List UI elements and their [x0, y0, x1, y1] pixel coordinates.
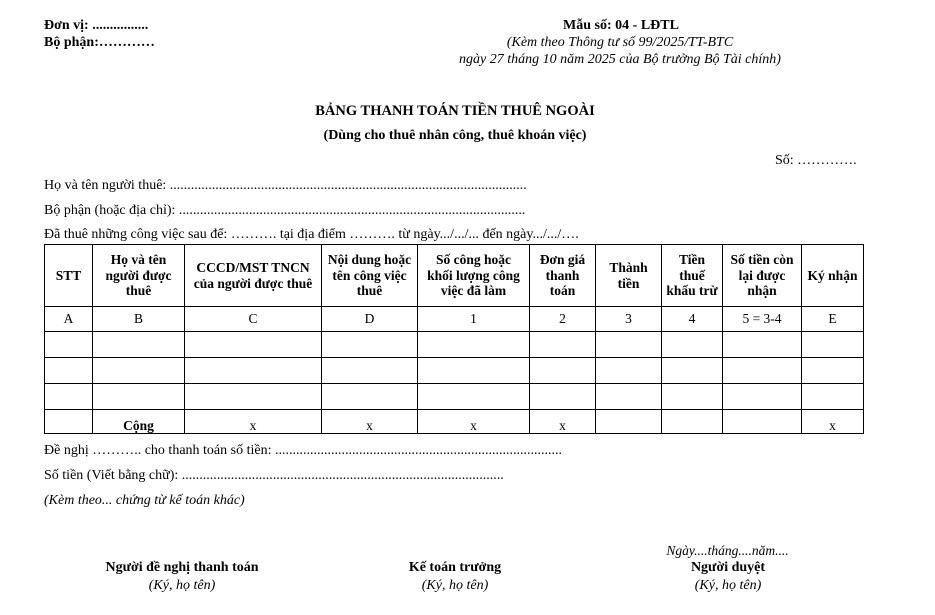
table-cell — [723, 358, 802, 384]
index-cell: B — [93, 307, 185, 332]
total-cell — [45, 410, 93, 434]
index-cell: 5 = 3-4 — [723, 307, 802, 332]
table-cell — [596, 332, 662, 358]
table-cell — [662, 332, 723, 358]
signature-requester-note: (Ký, họ tên) — [148, 578, 216, 593]
table-row — [45, 332, 864, 358]
table-cell — [45, 358, 93, 384]
index-cell: 3 — [596, 307, 662, 332]
attached-documents-note: (Kèm theo... chứng từ kế toán khác) — [44, 493, 245, 508]
index-cell: D — [322, 307, 418, 332]
total-cell — [596, 410, 662, 434]
table-cell — [802, 384, 864, 410]
table-cell — [45, 332, 93, 358]
header-stt: STT — [45, 245, 93, 307]
index-cell: 4 — [662, 307, 723, 332]
table-row — [45, 358, 864, 384]
table-cell — [93, 358, 185, 384]
index-cell: 2 — [530, 307, 596, 332]
form-number: Mẫu số: 04 - LĐTL — [563, 18, 679, 33]
amount-in-words-field: Số tiền (Viết bằng chữ): ............................................................................................ — [44, 468, 504, 483]
document-number: Số: …………. — [775, 153, 857, 168]
hired-work-field: Đã thuê những công việc sau để: ………. tại địa điểm ………. từ ngày.../.../... đến ngày.../.../…. — [44, 227, 579, 242]
table-cell — [530, 332, 596, 358]
index-cell: A — [45, 307, 93, 332]
table-cell — [723, 332, 802, 358]
table-cell — [418, 358, 530, 384]
table-cell — [596, 358, 662, 384]
table-cell — [185, 358, 322, 384]
document-subtitle: (Dùng cho thuê nhân công, thuê khoán việc) — [323, 128, 587, 143]
table-cell — [418, 384, 530, 410]
header-amount: Thành tiền — [596, 245, 662, 307]
table-cell — [322, 384, 418, 410]
header-tax-withheld: Tiền thuế khấu trừ — [662, 245, 723, 307]
table-cell — [185, 384, 322, 410]
table-cell — [662, 358, 723, 384]
department-address-field: Bộ phận (hoặc địa chỉ): ................................................................................................... — [44, 203, 526, 218]
payment-request-field: Đề nghị ……….. cho thanh toán số tiền: .................................................................................. — [44, 443, 562, 458]
table-cell — [596, 384, 662, 410]
total-cell: x — [418, 410, 530, 434]
table-cell — [530, 358, 596, 384]
index-cell: C — [185, 307, 322, 332]
table-header-row — [45, 245, 864, 307]
total-cell: x — [802, 410, 864, 434]
table-row — [45, 384, 864, 410]
payment-table — [44, 244, 864, 434]
table-cell — [185, 332, 322, 358]
signature-chief-accountant-note: (Ký, họ tên) — [421, 578, 489, 593]
signature-requester-role: Người đề nghị thanh toán — [105, 560, 259, 575]
table-cell — [418, 332, 530, 358]
table-index-row — [45, 307, 864, 332]
unit-label: Đơn vị: ................ — [44, 18, 149, 33]
table-cell — [723, 384, 802, 410]
signature-chief-accountant-role: Kế toán trưởng — [408, 560, 502, 575]
total-cell: x — [322, 410, 418, 434]
attached-circular-line1: (Kèm theo Thông tư số 99/2025/TT-BTC — [506, 35, 734, 50]
header-unit-price: Đơn giá thanh toán — [530, 245, 596, 307]
table-cell — [45, 384, 93, 410]
header-remaining-amount: Số tiền còn lại được nhận — [723, 245, 802, 307]
index-cell: 1 — [418, 307, 530, 332]
index-cell: E — [802, 307, 864, 332]
header-hired-person-name: Họ và tên người được thuê — [93, 245, 185, 307]
attached-circular-line2: ngày 27 tháng 10 năm 2025 của Bộ trưởng Bộ Tài chính) — [459, 52, 781, 67]
department-label: Bộ phận:………… — [44, 35, 155, 50]
header-signature: Ký nhận — [802, 245, 864, 307]
table-cell — [93, 384, 185, 410]
signature-approver-note: (Ký, họ tên) — [694, 578, 762, 593]
total-label: Cộng — [93, 410, 185, 434]
total-cell: x — [185, 410, 322, 434]
table-cell — [802, 358, 864, 384]
header-id-tax-code: CCCD/MST TNCN của người được thuê — [185, 245, 322, 307]
total-cell — [662, 410, 723, 434]
renter-name-field: Họ và tên người thuê: ...................................................................................................... — [44, 178, 527, 193]
total-cell — [723, 410, 802, 434]
table-cell — [322, 358, 418, 384]
header-work-content: Nội dung hoặc tên công việc thuê — [322, 245, 418, 307]
header-work-quantity: Số công hoặc khối lượng công việc đã làm — [418, 245, 530, 307]
signature-date: Ngày....tháng....năm.... — [666, 543, 789, 558]
table-cell — [802, 332, 864, 358]
table-cell — [530, 384, 596, 410]
table-total-row — [45, 410, 864, 434]
signature-approver-role: Người duyệt — [690, 560, 766, 575]
table-cell — [662, 384, 723, 410]
document-title: BẢNG THANH TOÁN TIỀN THUÊ NGOÀI — [315, 103, 595, 119]
table-cell — [322, 332, 418, 358]
table-cell — [93, 332, 185, 358]
total-cell: x — [530, 410, 596, 434]
